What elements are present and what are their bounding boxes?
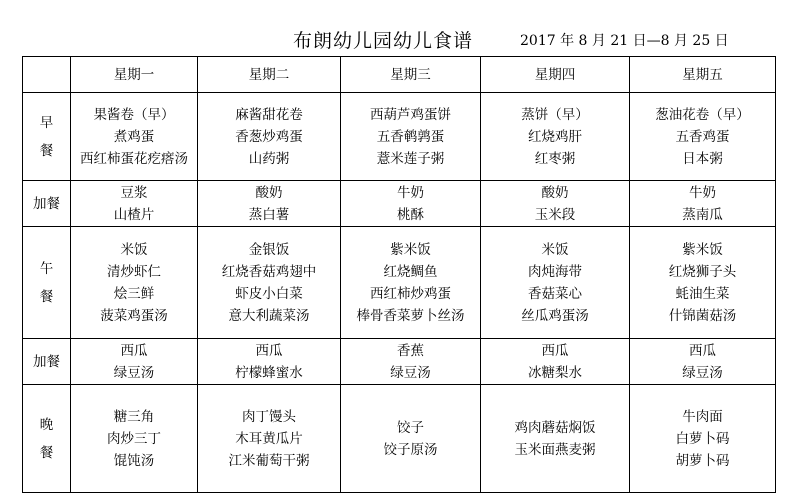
- menu-header: [0, 24, 786, 54]
- meal-row: [23, 93, 776, 181]
- meal-row: [23, 385, 776, 493]
- dish-item: 西红柿蛋花疙瘩汤: [80, 150, 188, 167]
- menu-cell-thursday: [481, 385, 630, 493]
- meal-label: [23, 227, 71, 339]
- menu-cell-tuesday: [198, 227, 341, 339]
- menu-cell-monday: [71, 181, 198, 227]
- dish-item: 西红柿炒鸡蛋: [370, 285, 451, 302]
- menu-cell-friday: [630, 339, 776, 385]
- dish-item: 清炒虾仁: [107, 263, 161, 280]
- day-header-wednesday: 星期三: [341, 57, 481, 93]
- dish-item: 米饭: [541, 241, 569, 258]
- menu-cell-thursday: [481, 227, 630, 339]
- dish-item: 红烧鸡肝: [528, 128, 582, 145]
- date-range: 2017 年 8 月 21 日—8 月 25 日: [520, 33, 729, 49]
- meal-label: [23, 93, 71, 181]
- dish-item: 意大利蔬菜汤: [228, 307, 310, 324]
- menu-cell-wednesday: [341, 181, 481, 227]
- dish-item: 葱油花卷（早）: [655, 106, 750, 123]
- dish-item: 绿豆汤: [682, 364, 723, 381]
- dish-item: 西葫芦鸡蛋饼: [370, 106, 451, 123]
- dish-item: 牛肉面: [682, 408, 723, 425]
- dish-item: 棒骨香菜萝卜丝汤: [356, 307, 465, 324]
- dish-item: 五香鸡蛋: [675, 128, 730, 145]
- weekly-menu-table: [22, 56, 776, 493]
- dish-item: 煮鸡蛋: [113, 128, 155, 145]
- dish-item: 山楂片: [113, 206, 155, 223]
- meal-label: [23, 181, 71, 227]
- dish-item: 蚝油生菜: [675, 285, 730, 302]
- dish-item: 木耳黄瓜片: [235, 430, 303, 447]
- menu-cell-friday: [630, 181, 776, 227]
- meal-label: [23, 339, 71, 385]
- menu-cell-monday: [71, 93, 198, 181]
- dish-item: 桃酥: [397, 206, 424, 223]
- dish-item: 柠檬蜂蜜水: [235, 364, 303, 381]
- dish-item: 豆浆: [120, 184, 148, 201]
- meal-label-text: 餐: [39, 288, 54, 305]
- dish-item: 糖三角: [113, 408, 155, 425]
- menu-cell-wednesday: [341, 93, 481, 181]
- day-header-monday: 星期一: [71, 57, 198, 93]
- dish-item: 香蕉: [397, 342, 424, 359]
- menu-cell-wednesday: [341, 227, 481, 339]
- dish-item: 蒸白薯: [248, 206, 290, 223]
- dish-item: 什锦菌菇汤: [668, 307, 737, 324]
- dish-item: 牛奶: [689, 184, 716, 201]
- menu-cell-tuesday: [198, 339, 341, 385]
- meal-label-text: 餐: [39, 142, 54, 159]
- dish-item: 肉炒三丁: [107, 430, 161, 447]
- menu-title: 布朗幼儿园幼儿食谱: [293, 30, 474, 52]
- dish-item: 五香鹌鹑蛋: [376, 128, 445, 145]
- dish-item: 鸡肉蘑菇焖饭: [514, 419, 596, 436]
- dish-item: 酸奶: [541, 184, 569, 201]
- dish-item: 虾皮小白菜: [235, 285, 303, 302]
- meal-label-text: 晚: [39, 416, 54, 433]
- dish-item: 薏米莲子粥: [376, 150, 445, 167]
- dish-item: 西瓜: [255, 342, 283, 359]
- dish-item: 麻酱甜花卷: [235, 106, 303, 123]
- meal-label-text: 餐: [39, 444, 54, 461]
- dish-item: 酸奶: [255, 184, 283, 201]
- dish-item: 西瓜: [120, 342, 148, 359]
- meal-label-text: 加餐: [33, 195, 60, 212]
- dish-item: 肉丁馒头: [242, 408, 296, 425]
- dish-item: 饺子原汤: [383, 441, 438, 458]
- dish-item: 绿豆汤: [390, 364, 431, 381]
- dish-item: 红烧狮子头: [668, 263, 737, 280]
- dish-item: 绿豆汤: [113, 364, 155, 381]
- dish-item: 红烧鲷鱼: [383, 263, 438, 280]
- dish-item: 江米葡萄干粥: [228, 452, 310, 469]
- dish-item: 烩三鲜: [113, 285, 155, 302]
- day-header-thursday: 星期四: [481, 57, 630, 93]
- day-header-friday: 星期五: [630, 57, 776, 93]
- dish-item: 蒸饼（早）: [521, 106, 589, 123]
- dish-item: 冰糖梨水: [528, 364, 582, 381]
- meal-label-text: 午: [39, 260, 54, 277]
- day-header-row: [23, 57, 776, 93]
- dish-item: 玉米段: [534, 206, 576, 223]
- meal-label: [23, 385, 71, 493]
- dish-item: 蒸南瓜: [682, 206, 723, 223]
- meal-row: [23, 227, 776, 339]
- dish-item: 饺子: [397, 419, 424, 436]
- dish-item: 西瓜: [541, 342, 569, 359]
- dish-item: 米饭: [120, 241, 148, 258]
- dish-item: 白萝卜码: [675, 430, 730, 447]
- menu-cell-tuesday: [198, 93, 341, 181]
- menu-cell-wednesday: [341, 339, 481, 385]
- dish-item: 紫米饭: [682, 241, 723, 258]
- day-header-tuesday: 星期二: [198, 57, 341, 93]
- dish-item: 肉炖海带: [528, 263, 582, 280]
- dish-item: 玉米面燕麦粥: [514, 441, 596, 458]
- menu-cell-friday: [630, 93, 776, 181]
- menu-cell-monday: [71, 227, 198, 339]
- meal-row: [23, 181, 776, 227]
- dish-item: 香菇菜心: [528, 285, 582, 302]
- dish-item: 西瓜: [689, 342, 716, 359]
- dish-item: 香葱炒鸡蛋: [235, 128, 303, 145]
- menu-cell-tuesday: [198, 181, 341, 227]
- meal-label-text: 早: [39, 114, 54, 131]
- menu-cell-wednesday: [341, 385, 481, 493]
- dish-item: 日本粥: [682, 150, 723, 167]
- menu-cell-monday: [71, 339, 198, 385]
- dish-item: 馄饨汤: [113, 452, 155, 469]
- menu-cell-thursday: [481, 339, 630, 385]
- dish-item: 紫米饭: [390, 241, 431, 258]
- dish-item: 红烧香菇鸡翅中: [221, 263, 317, 280]
- dish-item: 菠菜鸡蛋汤: [100, 307, 168, 324]
- dish-item: 金银饭: [248, 241, 290, 258]
- corner-cell: [23, 57, 71, 93]
- dish-item: 红枣粥: [534, 150, 576, 167]
- menu-cell-thursday: [481, 93, 630, 181]
- dish-item: 山药粥: [248, 150, 290, 167]
- menu-cell-monday: [71, 385, 198, 493]
- menu-cell-friday: [630, 385, 776, 493]
- dish-item: 丝瓜鸡蛋汤: [521, 307, 589, 324]
- menu-cell-tuesday: [198, 385, 341, 493]
- dish-item: 果酱卷（早）: [93, 106, 175, 123]
- menu-cell-thursday: [481, 181, 630, 227]
- dish-item: 牛奶: [397, 184, 424, 201]
- dish-item: 胡萝卜码: [675, 452, 730, 469]
- meal-row: [23, 339, 776, 385]
- menu-cell-friday: [630, 227, 776, 339]
- meal-label-text: 加餐: [33, 353, 60, 370]
